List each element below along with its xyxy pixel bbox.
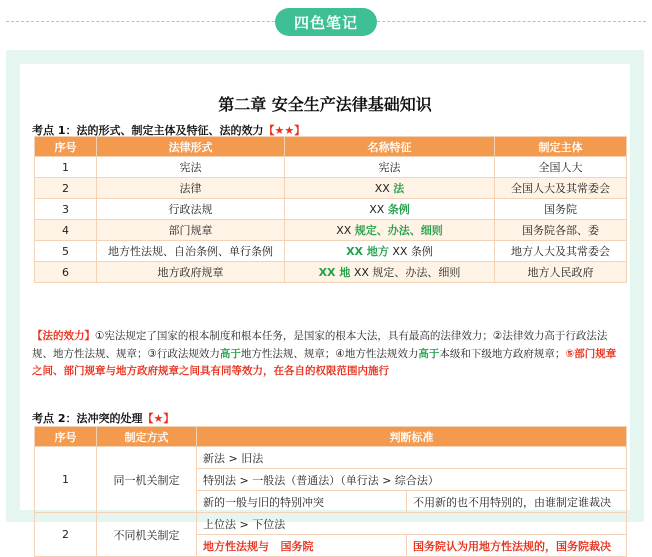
point-1-text: 考点 1：法的形式、制定主体及特征、法的效力 (32, 124, 264, 137)
table-row (35, 157, 627, 178)
law-conflict-table (34, 426, 627, 557)
cell-form: 法律 (97, 178, 285, 199)
cell-criterion: 特别法 > 一般法（普通法）（单行法 > 综合法） (197, 469, 627, 491)
cell-criterion: 上位法 > 下位法 (197, 513, 627, 535)
criterion-text: 国务院 (280, 539, 314, 553)
cell-feature (285, 178, 495, 199)
table-row (35, 241, 627, 262)
col-header: 判断标准 (197, 427, 627, 447)
cell-body: 国务院各部、委 (495, 220, 627, 241)
note-highlight: 高于 (418, 347, 440, 360)
col-header: 法律形式 (97, 137, 285, 157)
feature-text: XX (369, 203, 385, 216)
criterion-text: 地方性法规与 (203, 539, 269, 553)
table-row (35, 262, 627, 283)
section-badge: 四色笔记 (275, 8, 377, 36)
cell-form: 地方性法规、自治条例、单行条例 (97, 241, 285, 262)
cell-no: 2 (35, 178, 97, 199)
cell-criterion: 国务院认为用地方性法规的，国务院裁决 (407, 535, 627, 557)
cell-form: 部门规章 (97, 220, 285, 241)
table-row (35, 178, 627, 199)
note-label: 【法的效力】 (32, 330, 95, 342)
table-row (35, 199, 627, 220)
cell-criterion: 新法 > 旧法 (197, 447, 627, 469)
feature-text: XX (374, 182, 390, 195)
point-2-stars: 【★】 (142, 412, 175, 425)
cell-body: 地方人民政府 (495, 262, 627, 283)
note-text: ①宪法规定了国家的根本制度和根本任务，是国家的根本大法，具有最高的法律效力；②法律效力高于行政法法规、地方性法规、规章；③行政法规效力 (32, 330, 608, 360)
cell-criterion (197, 535, 407, 557)
feature-text: XX 规定、办法、细则 (353, 266, 461, 279)
cell-no: 1 (35, 447, 97, 513)
cell-no: 6 (35, 262, 97, 283)
col-header: 制定方式 (97, 427, 197, 447)
note-content (20, 64, 630, 553)
feature-text: XX (336, 224, 352, 237)
chapter-title: 第二章 安全生产法律基础知识 (218, 95, 432, 114)
col-header: 名称特征 (285, 137, 495, 157)
table-header-row (35, 137, 627, 157)
table-row (35, 513, 627, 535)
table-row (35, 447, 627, 469)
cell-mode: 同一机关制定 (97, 447, 197, 513)
feature-text: XX 条例 (392, 245, 433, 258)
cell-no: 1 (35, 157, 97, 178)
point-2-text: 考点 2：法冲突的处理 (32, 412, 143, 425)
note-text: 本级和下级地方政府规章； (439, 347, 566, 360)
point-1-stars: 【★★】 (263, 124, 306, 137)
table-row (35, 220, 627, 241)
cell-no: 5 (35, 241, 97, 262)
col-header: 制定主体 (495, 137, 627, 157)
feature-highlight: 法 (393, 182, 405, 195)
cell-body: 全国人大及其常委会 (495, 178, 627, 199)
cell-form: 行政法规 (97, 199, 285, 220)
note-text: 地方性法规、规章；④地方性法规效力 (240, 347, 419, 360)
cell-feature: 宪法 (285, 157, 495, 178)
point-2-heading (32, 410, 174, 426)
cell-criterion: 不用新的也不用特别的，由谁制定谁裁决 (407, 491, 627, 513)
cell-feature (285, 220, 495, 241)
feature-highlight: 条例 (387, 203, 410, 216)
feature-highlight: XX 地 (318, 266, 351, 279)
cell-feature (285, 241, 495, 262)
feature-highlight: XX 地方 (346, 245, 389, 258)
cell-feature (285, 262, 495, 283)
cell-body: 国务院 (495, 199, 627, 220)
law-effect-note (32, 328, 626, 381)
cell-no: 2 (35, 513, 97, 557)
note-card (6, 50, 644, 553)
col-header: 序号 (35, 137, 97, 157)
cell-no: 4 (35, 220, 97, 241)
cell-no: 3 (35, 199, 97, 220)
feature-highlight: 规定、办法、细则 (354, 224, 443, 237)
cell-body: 全国人大 (495, 157, 627, 178)
cell-form: 地方政府规章 (97, 262, 285, 283)
note-emphasis: ⑤部门规章之间、部门规章与地方政府规章之间具有同等效力，在各自的权限范围内施行 (32, 347, 617, 377)
note-highlight: 高于 (219, 347, 241, 360)
table-header-row (35, 427, 627, 447)
cell-criterion: 新的一般与旧的特别冲突 (197, 491, 407, 513)
cell-body: 地方人大及其常委会 (495, 241, 627, 262)
col-header: 序号 (35, 427, 97, 447)
cell-feature (285, 199, 495, 220)
cell-mode: 不同机关制定 (97, 513, 197, 557)
law-forms-table (34, 136, 627, 283)
cell-form: 宪法 (97, 157, 285, 178)
